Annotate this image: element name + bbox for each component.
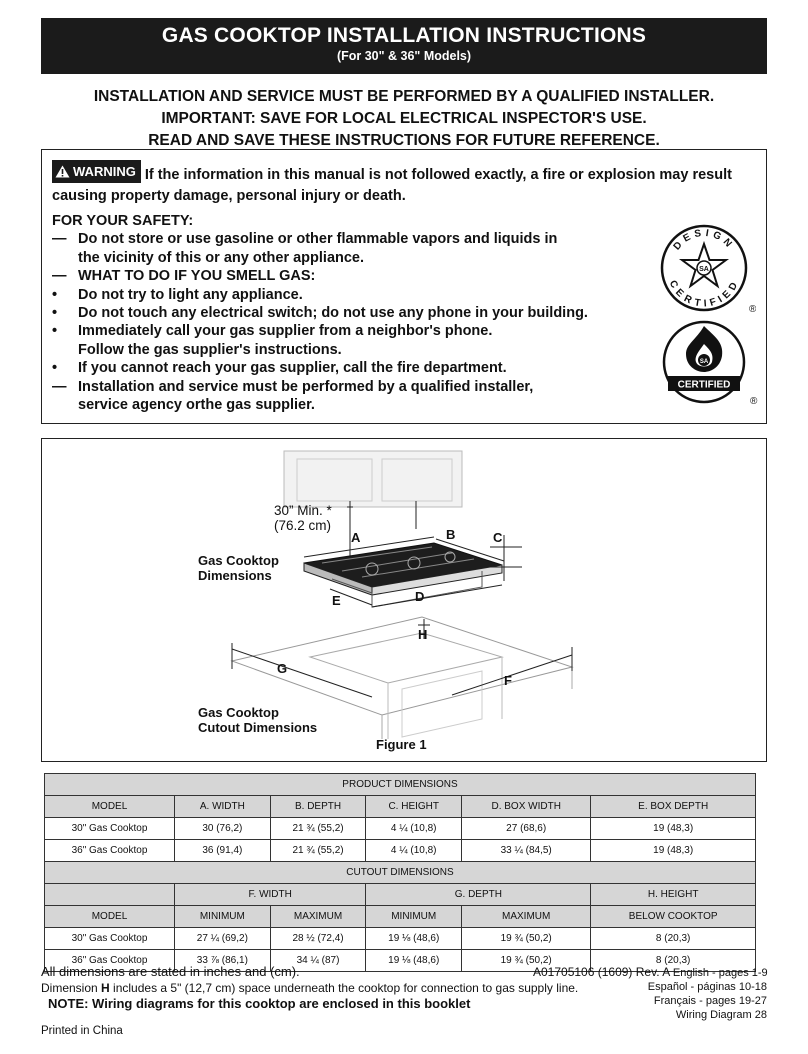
safety-text: WHAT TO DO IF YOU SMELL GAS:	[78, 268, 316, 285]
warning-statement	[52, 160, 757, 207]
safety-item	[52, 304, 632, 322]
dimensions-table	[44, 773, 756, 972]
group-header: F. WIDTH	[175, 884, 366, 906]
bullet: •	[52, 360, 58, 377]
svg-text:SA: SA	[699, 359, 709, 365]
table-cell: 19 ¾ (50,2)	[462, 950, 591, 972]
safety-item	[52, 378, 632, 396]
cutout-dimensions-title: CUTOUT DIMENSIONS	[45, 862, 756, 884]
clearance-line: 30” Min. *	[274, 503, 332, 518]
table-cell: 36 (91,4)	[175, 840, 271, 862]
design-certified-seal-icon	[660, 222, 756, 314]
notice-line: READ AND SAVE THESE INSTRUCTIONS FOR FUTURE REFERENCE.	[148, 132, 660, 149]
safety-text: Do not try to light any appliance.	[78, 286, 303, 303]
clearance-label	[274, 503, 332, 533]
table-cell: 33 ¼ (84,5)	[462, 840, 591, 862]
table-cell: 30 (76,2)	[175, 818, 271, 840]
dim-letter-b: B	[446, 527, 456, 542]
svg-text:CERTIFIED	[667, 279, 742, 310]
safety-text: Immediately call your gas supplier from a neighbor's phone.	[78, 323, 493, 340]
table-title-row	[45, 862, 756, 884]
table-cell: 28 ½ (72,4)	[270, 928, 366, 950]
table-group-header-row	[45, 884, 756, 906]
table-cell: 8 (20,3)	[591, 950, 756, 972]
column-header: B. DEPTH	[270, 796, 366, 818]
empty-cell	[45, 884, 175, 906]
printed-in: Printed in China	[41, 1025, 123, 1037]
seal-certified-text: CERTIFIED	[666, 278, 742, 310]
table-cell: 19 (48,3)	[591, 840, 756, 862]
dim-letter-h: H	[418, 627, 428, 642]
note-text: Dimension	[41, 981, 102, 995]
column-header: D. BOX WIDTH	[462, 796, 591, 818]
cooktop-installation-diagram	[42, 439, 765, 760]
table-cell: 36" Gas Cooktop	[45, 950, 175, 972]
safety-list	[52, 212, 632, 414]
notice-line: IMPORTANT: SAVE FOR LOCAL ELECTRICAL INSPECTOR'S USE.	[161, 110, 647, 127]
dim-letter-g: G	[277, 661, 288, 676]
table-row	[45, 818, 756, 840]
table-cell: 33 ⅞ (86,1)	[175, 950, 271, 972]
safety-item	[52, 359, 632, 377]
safety-item	[52, 341, 632, 359]
table-cell: 27 ¼ (69,2)	[175, 928, 271, 950]
safety-item	[52, 322, 632, 340]
wiring-note: NOTE: Wiring diagrams for this cooktop are enclosed in this booklet	[48, 996, 471, 1011]
label-line: Gas Cooktop	[198, 705, 279, 720]
group-header: G. DEPTH	[366, 884, 591, 906]
column-header: MODEL	[45, 796, 175, 818]
dim-letter-f: F	[504, 673, 512, 688]
dim-letter-e: E	[332, 593, 341, 608]
warning-box	[41, 149, 767, 424]
seal-certified-label: CERTIFIED	[677, 379, 731, 391]
column-header: E. BOX DEPTH	[591, 796, 756, 818]
safety-text: the vicinity of this or any other appliance.	[78, 249, 365, 266]
bullet	[52, 249, 78, 267]
bullet: —	[52, 378, 67, 395]
table-cell: 34 ¼ (87)	[270, 950, 366, 972]
safety-item	[52, 396, 632, 414]
column-header: MODEL	[45, 906, 175, 928]
dim-letter-c: C	[493, 530, 503, 545]
bullet: •	[52, 286, 58, 303]
table-cell: 30" Gas Cooktop	[45, 818, 175, 840]
table-cell: 4 ¼ (10,8)	[366, 818, 462, 840]
table-cell: 21 ¾ (55,2)	[270, 840, 366, 862]
table-cell: 36" Gas Cooktop	[45, 840, 175, 862]
installation-notice	[0, 86, 808, 152]
document-subtitle: (For 30" & 36" Models)	[336, 49, 472, 63]
dim-letter-a: A	[351, 530, 361, 545]
table-cell: 4 ¼ (10,8)	[366, 840, 462, 862]
warning-badge-label: WARNING	[73, 164, 136, 179]
group-header: H. HEIGHT	[591, 884, 756, 906]
safety-item	[52, 230, 632, 248]
label-line: Cutout Dimensions	[198, 720, 318, 735]
safety-text: Do not touch any electrical switch; do not use any phone in your building.	[78, 305, 588, 322]
table-row	[45, 928, 756, 950]
safety-text: Installation and service must be performed by a qualified installer,	[78, 378, 534, 395]
bullet: —	[52, 231, 67, 248]
safety-text: service agency orthe gas supplier.	[78, 397, 315, 414]
language-espanol: Español - páginas 10-18	[647, 981, 767, 993]
table-cell: 30" Gas Cooktop	[45, 928, 175, 950]
safety-text: If you cannot reach your gas supplier, call the fire department.	[78, 360, 507, 377]
safety-item	[52, 249, 632, 267]
table-cell: 8 (20,3)	[591, 928, 756, 950]
language-english: English - pages 1-9	[672, 967, 768, 979]
safety-text: Do not store or use gasoline or other flammable vapors and liquids in	[78, 231, 558, 248]
language-francais: Français - pages 19-27	[653, 995, 767, 1007]
notice-line: INSTALLATION AND SERVICE MUST BE PERFORMED BY A QUALIFIED INSTALLER.	[93, 88, 715, 105]
table-header-row	[45, 796, 756, 818]
seal-design-text: DESIGN	[671, 227, 737, 253]
bullet: —	[52, 268, 67, 285]
figure-caption: Figure 1	[376, 737, 427, 752]
label-line: Dimensions	[198, 568, 272, 583]
warning-triangle-icon	[55, 165, 70, 178]
bullet	[52, 396, 78, 414]
title-banner	[41, 18, 767, 74]
language-index	[643, 980, 767, 1022]
table-cell: 19 ⅛ (48,6)	[366, 950, 462, 972]
warning-badge	[52, 160, 141, 183]
svg-text:SA: SA	[699, 266, 709, 273]
dim-letter-d: D	[415, 589, 425, 604]
registered-mark: ®	[750, 396, 758, 407]
safety-item	[52, 286, 632, 304]
document-title: GAS COOKTOP INSTALLATION INSTRUCTIONS	[161, 24, 647, 47]
column-header: MAXIMUM	[270, 906, 366, 928]
product-dimensions-title: PRODUCT DIMENSIONS	[45, 774, 756, 796]
table-cell: 21 ¾ (55,2)	[270, 818, 366, 840]
units-note: All dimensions are stated in inches and (cm).	[41, 964, 300, 979]
column-header: A. WIDTH	[175, 796, 271, 818]
warning-text: If the information in this manual is not followed exactly, a fire or explosion may result causing property damage, personal injury or death.	[52, 167, 732, 204]
column-header: MINIMUM	[175, 906, 271, 928]
figure-1-box	[41, 438, 767, 762]
safety-heading: FOR YOUR SAFETY:	[52, 213, 194, 229]
registered-mark: ®	[749, 304, 756, 314]
note-letter: H	[101, 981, 110, 995]
column-header: BELOW COOKTOP	[591, 906, 756, 928]
dimension-h-note	[41, 981, 578, 995]
table-cell: 19 ¾ (50,2)	[462, 928, 591, 950]
dimensions-label	[198, 553, 279, 583]
dimensions-tables	[44, 773, 756, 972]
safety-item	[52, 267, 632, 285]
note-text: includes a 5" (12,7 cm) space underneath the cooktop for connection to gas supply line.	[109, 981, 579, 995]
cutout-label	[198, 705, 317, 735]
wiring-diagram-page: Wiring Diagram 28	[675, 1009, 767, 1021]
table-header-row	[45, 906, 756, 928]
table-cell: 19 ⅛ (48,6)	[366, 928, 462, 950]
bullet	[52, 341, 78, 359]
clearance-line: (76.2 cm)	[274, 518, 332, 533]
bullet: •	[52, 323, 58, 340]
table-title-row	[45, 774, 756, 796]
table-cell: 19 (48,3)	[591, 818, 756, 840]
doc-number-text: A01705106 (1609) Rev. A	[533, 965, 670, 979]
column-header: MAXIMUM	[462, 906, 591, 928]
bullet: •	[52, 305, 58, 322]
safety-text: Follow the gas supplier's instructions.	[78, 341, 342, 358]
label-line: Gas Cooktop	[198, 553, 279, 568]
table-cell: 27 (68,6)	[462, 818, 591, 840]
document-number	[533, 965, 768, 979]
table-row	[45, 840, 756, 862]
column-header: MINIMUM	[366, 906, 462, 928]
column-header: C. HEIGHT	[366, 796, 462, 818]
csa-certified-seal-icon	[662, 318, 758, 410]
